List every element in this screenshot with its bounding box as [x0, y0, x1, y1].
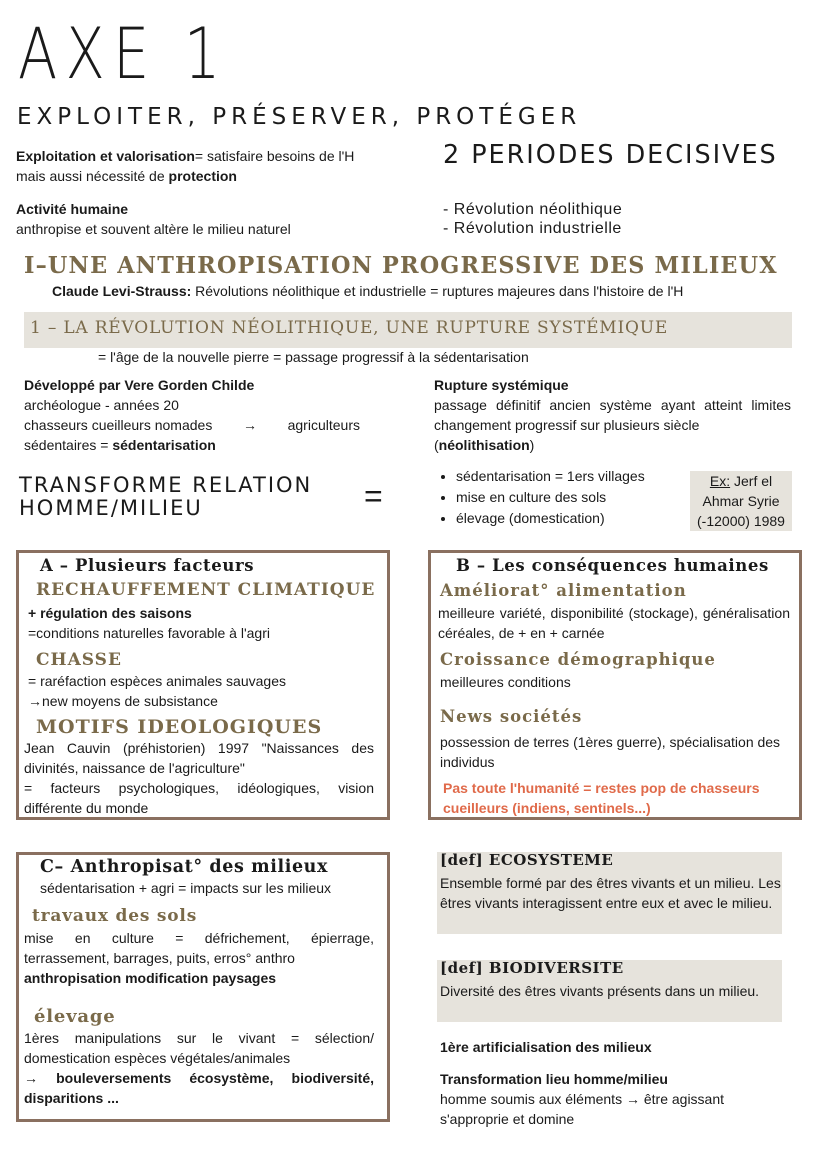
boxA-h2-line2: →new moyens de subsistance — [28, 693, 218, 709]
boxA-h3-para1: Jean Cauvin (préhistorien) 1997 "Naissances des divinités, naissance de l'agriculture" — [24, 740, 374, 776]
periode-item: - Révolution industrielle — [443, 220, 622, 237]
activite-text: anthropise et souvent altère le milieu naturel — [16, 221, 291, 237]
childe-line3b: agriculteurs — [287, 417, 360, 433]
boxA-h1-line1: + régulation des saisons — [28, 605, 192, 621]
boxB-h3-text: possession de terres (1ères guerre), spécialisation des individus — [440, 734, 781, 770]
bio-title: [def] BIODIVERSITE — [440, 959, 624, 977]
intro-exploitation — [16, 146, 416, 186]
eco-text: Ensemble formé par des êtres vivants et un milieu. Les êtres vivants interagissent entre eux et avec le milieu. — [440, 875, 781, 911]
boxB-h2: Croissance démographique — [440, 650, 716, 669]
list-item: • sédentarisation = 1ers villages — [456, 466, 696, 487]
page-title: AXE 1 — [18, 13, 229, 95]
arrow-icon: → — [24, 1070, 38, 1086]
periodes-list — [443, 200, 622, 238]
periode-item: - Révolution néolithique — [443, 201, 623, 218]
transformation-block — [440, 1069, 792, 1129]
transforme-line1: TRANSFORME RELATION — [19, 473, 313, 497]
boxA-h2-text — [28, 671, 376, 711]
artificialisation — [440, 1037, 652, 1057]
quote-bold: Claude Levi-Strauss: — [52, 283, 192, 299]
boxC-subtitle: sédentarisation + agri = impacts sur les milieux — [40, 880, 332, 896]
periodes-title: 2 PERIODES DECISIVES — [443, 140, 778, 170]
arrow-icon: → — [625, 1091, 640, 1107]
boxA-h3-para2: = facteurs psychologiques, idéologiques, vision différente du monde — [24, 780, 374, 816]
equals-sign: = — [364, 478, 383, 514]
eco-title: [def] ECOSYSTEME — [440, 851, 614, 869]
exploit-text: = satisfaire besoins de l'H — [194, 148, 355, 164]
exploit-bold: Exploitation et valorisation — [16, 148, 195, 164]
exploit-line2-bold: protection — [168, 168, 237, 184]
paren-open: ( — [434, 437, 439, 453]
bio-text: Diversité des êtres vivants présents dans un milieu. — [440, 983, 760, 999]
boxA-h3-text — [24, 738, 374, 818]
boxC-h2-text: 1ères manipulations sur le vivant = sélection/ domestication espèces végétales/animales — [24, 1030, 374, 1066]
section1-definition: = l'âge de la nouvelle pierre = passage progressif à la sédentarisation — [98, 349, 529, 365]
childe-line4: sédentaires = — [24, 437, 113, 453]
boxC-h1-bold: anthropisation modification paysages — [24, 970, 277, 986]
page-subtitle: EXPLOITER, PRÉSERVER, PROTÉGER — [17, 104, 582, 130]
boxB-h3: News sociétés — [440, 707, 583, 726]
childe-bold: Développé par Vere Gorden Childe — [24, 377, 255, 393]
example-label: Ex: — [709, 473, 731, 489]
transforme-line2: HOMME/MILIEU — [19, 496, 203, 520]
transf-bold: Transformation lieu homme/milieu — [440, 1071, 668, 1087]
boxA-h2-line1: = raréfaction espèces animales sauvages — [28, 673, 286, 689]
boxB-h1: Améliorat° alimentation — [440, 581, 687, 600]
childe-block — [24, 375, 360, 455]
boxC-h1-block — [24, 928, 374, 988]
quote-text: Révolutions néolithique et industrielle = ruptures majeures dans l'histoire de l'H — [191, 283, 684, 299]
boxC-h2-bold: bouleversements écosystème, biodiversité, disparitions ... — [24, 1070, 374, 1106]
section1-title: 1 – LA RÉVOLUTION NÉOLITHIQUE, UNE RUPTURE SYSTÉMIQUE — [30, 318, 669, 338]
boxA-h1: RECHAUFFEMENT CLIMATIQUE — [36, 580, 376, 600]
boxC-h1-text: mise en culture = défrichement, épierrage, terrassement, barrages, puits, erros° anthro — [24, 930, 374, 966]
transf-text2: être agissant — [639, 1091, 725, 1107]
boxC-title: C– Anthropisat° des milieux — [40, 857, 329, 877]
boxB-title: B – Les conséquences humaines — [456, 556, 769, 575]
list-item: • mise en culture des sols — [456, 487, 696, 508]
exploit-line2: mais aussi nécessité de — [16, 168, 169, 184]
rupture-text: passage définitif ancien système ayant atteint limites changement progressif sur plusieurs siècle — [434, 397, 791, 433]
example-line3: (-12000) 1989 — [697, 513, 785, 529]
paren-close: ) — [529, 437, 535, 453]
boxC-h2-block — [24, 1028, 374, 1108]
transforme-bullets — [436, 466, 696, 529]
arrow-icon: → — [242, 417, 257, 433]
boxA-h2: CHASSE — [36, 650, 122, 670]
example-line1: Jerf el — [730, 473, 773, 489]
example-box — [690, 471, 792, 531]
boxA-h1-line2: =conditions naturelles favorable à l'agri — [28, 625, 270, 641]
transf-text1: homme soumis aux éléments — [440, 1091, 626, 1107]
example-line2: Ahmar Syrie — [702, 493, 780, 509]
boxB-h2-text: meilleures conditions — [440, 674, 571, 690]
artif-bold: 1ère artificialisation des milieux — [440, 1039, 652, 1055]
boxB-warning: Pas toute l'humanité = restes pop de chasseurs cueilleurs (indiens, sentinels...) — [443, 780, 760, 816]
activite-bold: Activité humaine — [16, 201, 129, 217]
boxC-h2: élevage — [34, 1006, 116, 1027]
rupture-paren-bold: néolithisation — [438, 437, 530, 453]
boxB-h1-text: meilleure variété, disponibilité (stockage), généralisation céréales, de + en + carnée — [438, 605, 790, 641]
childe-line4-bold: sédentarisation — [112, 437, 216, 453]
part1-title: I–UNE ANTHROPISATION PROGRESSIVE DES MILIEUX — [24, 252, 778, 279]
rupture-bold: Rupture systémique — [434, 377, 569, 393]
childe-line3a: chasseurs cueilleurs nomades — [24, 417, 213, 433]
boxC-h1: travaux des sols — [32, 906, 198, 926]
transf-text3: s'approprie et domine — [440, 1111, 575, 1127]
boxA-h1-text — [28, 603, 376, 643]
boxA-title: A – Plusieurs facteurs — [40, 556, 255, 575]
intro-activite — [16, 199, 416, 239]
transforme-heading — [19, 474, 312, 520]
boxA-h3: MOTIFS IDEOLOGIQUES — [36, 716, 323, 738]
part1-quote — [52, 281, 812, 301]
list-item: • élevage (domestication) — [456, 508, 696, 529]
childe-line2: archéologue - années 20 — [24, 397, 179, 413]
rupture-block — [434, 375, 791, 455]
